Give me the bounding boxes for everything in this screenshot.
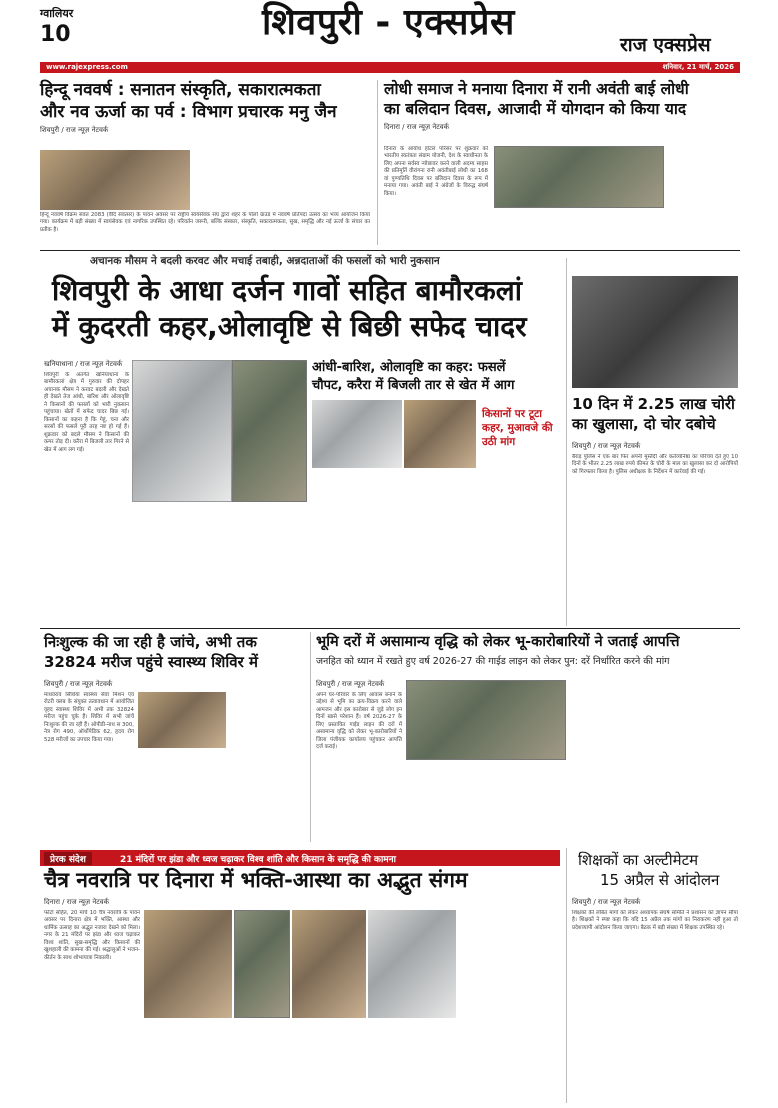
edition-city: ग्वालियर bbox=[40, 7, 74, 20]
land-byline: शिवपुरी / राज न्यूज़ नेटवर्क bbox=[316, 680, 385, 688]
story-lodhi-samaj bbox=[384, 80, 740, 245]
main-body-col3 bbox=[312, 472, 480, 622]
navratri-kicker: 21 मंदिरों पर झंडा और ध्वज चढ़ाकर विश्व शांति और किसान के समृद्धि की कामना bbox=[120, 855, 397, 865]
inset-line2: कहर, मुआवजे की bbox=[482, 422, 553, 434]
crop-photo bbox=[404, 400, 476, 468]
health-body: माधवराव सिंधिया स्वास्थ्य सेवा मिशन एवं रोटरी क्लब के संयुक्त तत्वावधान में आयोजित वृहद स्वास्थ्य शिविर में अभी तक 32824 मरीज पहुंच चुके हैं। शिविर में सभी जांचें निःशुल्क की जा रही हैं। ओपीडी-नाथ स 300, नेत्र रोग 490, ऑर्थोपेडिक 62, हृदय रोग 528 मरीजों का उपचार किया गया। bbox=[44, 692, 134, 743]
teachers-headline-line2: 15 अप्रैल से आंदोलन bbox=[600, 871, 720, 889]
temple-photo-2 bbox=[234, 910, 290, 1018]
masthead bbox=[0, 0, 778, 62]
land-body-col3 bbox=[572, 680, 738, 842]
masthead-bar bbox=[40, 62, 740, 73]
health-headline-line2: 32824 मरीज पहुंचे स्वास्थ्य शिविर में bbox=[44, 653, 258, 671]
main-body-col2 bbox=[132, 506, 307, 622]
story1-byline: शिवपुरी / राज न्यूज़ नेटवर्क bbox=[40, 126, 109, 135]
story1-body: हिन्दू नववर्ष विक्रम संवत 2083 (वैदि संवत्सर) के पावन अवसर पर राष्ट्रीय स्वयंसेवक संघ द्वारा शहर के पोलो ग्राउंड में नववर्ष प्रतिपदा उत्सव का भव्य आयोजन किया गया। कार्यक्रम में बड़ी संख्या में स्वयंसेवक एवं नागरिक उपस्थित रहे। परिवर्तन जरूरी, बल्कि संस्कार, संस्कृति, सकारात्मकता, सुख, समृद्धि और नई ऊर्जा के संचार का प्रतीक है। bbox=[40, 212, 370, 233]
field-photo bbox=[232, 360, 307, 502]
inset-line1: किसानों पर टूटा bbox=[482, 408, 543, 420]
page-number: 10 bbox=[40, 22, 71, 47]
health-byline: शिवपुरी / राज न्यूज़ नेटवर्क bbox=[44, 680, 113, 688]
main-headline-line2: में कुदरती कहर,ओलावृष्टि से बिछी सफेद चादर bbox=[52, 310, 527, 343]
navratri-tag: प्रेरक संदेश bbox=[44, 852, 92, 865]
teachers-byline: शिवपुरी / राज न्यूज़ नेटवर्क bbox=[572, 898, 641, 906]
main-byline: खनियाधाना / राज न्यूज़ नेटवर्क bbox=[44, 360, 123, 368]
inset-line3: उठी मांग bbox=[482, 436, 516, 448]
temple-photo-3 bbox=[292, 910, 366, 1018]
hail-closeup-photo bbox=[312, 400, 402, 468]
police-photo bbox=[572, 276, 738, 388]
land-subhead: जनहित को ध्यान में रखते हुए वर्ष 2026-27 की गाईड लाइन को लेकर पुन: दरें निर्धारित करने की मांग bbox=[316, 656, 670, 667]
land-headline: भूमि दरों में असामान्य वृद्धि को लेकर भू-कारोबारियों ने जताई आपत्ति bbox=[316, 634, 680, 650]
hail-photo bbox=[132, 360, 232, 502]
website-link[interactable]: www.rajexpress.com bbox=[46, 63, 128, 71]
story2-headline-line2: का बलिदान दिवस, आजादी में योगदान को किया याद bbox=[384, 100, 687, 119]
paper-title: शिवपुरी - एक्सप्रेस bbox=[262, 2, 515, 43]
main-body-col4 bbox=[482, 452, 562, 622]
health-headline-line1: निःशुल्क की जा रही है जांचे, अभी तक bbox=[44, 633, 257, 651]
story2-headline-line1: लोधी समाज ने मनाया दिनारा में रानी अवंती बाई लोधी bbox=[384, 80, 689, 98]
navratri-body-col2 bbox=[144, 1022, 456, 1100]
story1-photo bbox=[40, 150, 190, 210]
navratri-body-col3 bbox=[460, 910, 560, 1100]
teachers-headline-line1: शिक्षकों का अल्टीमेटम bbox=[578, 851, 699, 869]
theft-byline: शिवपुरी / राज न्यूज़ नेटवर्क bbox=[572, 442, 641, 450]
main-kicker: अचानक मौसम ने बदली करवट और मचाई तबाही, अन्नदाताओं की फसलों को भारी नुकसान bbox=[90, 255, 440, 267]
theft-headline-line1: 10 दिन में 2.25 लाख चोरी bbox=[572, 395, 735, 413]
main-headline-line1: शिवपुरी के आधा दर्जन गावों सहित बामौरकलां bbox=[52, 274, 523, 307]
teachers-body: शिक्षकों की लंबित मांगों को लेकर अध्यापक संघर्ष समिति ने प्रशासन को ज्ञापन सौंपा है। शिक्षकों ने स्पष्ट कहा कि यदि 15 अप्रैल तक मांगों का निराकरण नहीं हुआ तो प्रदेशव्यापी आंदोलन किया जाएगा। बैठक में बड़ी संख्या में शिक्षक उपस्थित रहे। bbox=[572, 910, 738, 931]
navratri-headline: चैत्र नवरात्रि पर दिनारा में भक्ति-आस्था का अद्भुत संगम bbox=[44, 868, 468, 892]
main-subhead-line2: चौपट, करैरा में बिजली तार से खेत में आग bbox=[312, 378, 515, 393]
navratri-byline: दिनारा / राज न्यूज़ नेटवर्क bbox=[44, 898, 110, 906]
temple-photo-1 bbox=[144, 910, 232, 1018]
story2-byline: दिनारा / राज न्यूज़ नेटवर्क bbox=[384, 122, 450, 131]
main-subhead-line1: आंधी-बारिश, ओलावृष्टि का कहर: फसलें bbox=[312, 360, 506, 375]
temple-photo-4 bbox=[368, 910, 456, 1018]
health-body-col2 bbox=[138, 752, 238, 842]
story2-body: दिनारा के आयोध होटल परिसर पर शुक्रवार को भारतीय स्वतंत्रता संग्राम योजनी, देश के स्वाधीनता के लिए अपना सर्वस्व न्योछावर करने वाली अदम्य साहस की प्रतिमूर्ति वीरांगना रानी अवंतीबाई लोधी का 168 वां पुण्यतिथि दिवस पर बलिदान दिवस के रूप में मनाया गया। अवंती बाई ने अंग्रेजों के विरुद्ध संघर्ष किया। bbox=[384, 146, 488, 197]
land-body: अपने घर-परिवार के लिए आवास बनाने के उद्देश्य से भूमि का क्रय-विक्रय करने वाले आमजन और इस कारोबार से जुड़े लोग इन दिनों खासे परेशान हैं। वर्ष 2026-27 के लिए प्रस्तावित गाईड लाइन की दरों में असामान्य वृद्धि को लेकर भू-कारोबारियों ने जिला पंजीयक कार्यालय पहुंचकर आपत्ति दर्ज कराई। bbox=[316, 692, 402, 751]
health-photo bbox=[138, 692, 226, 748]
story-hindu-new-year bbox=[40, 80, 370, 245]
land-photo bbox=[406, 680, 566, 760]
health-body-col3 bbox=[240, 692, 305, 842]
theft-body: बैराड़ पुलिस ने एक बार फिर अपनी मुस्तैदी और कर्तव्यनिष्ठा का परिचय देते हुए 10 दिनों के भीतर 2.25 लाख रुपये कीमत के चोरी के माल का खुलासा कर दो आरोपियों को गिरफ्तार किया है। पुलिस अधीक्षक के निर्देशन में कार्रवाई की गई। bbox=[572, 454, 738, 475]
story2-body-cont bbox=[672, 146, 740, 244]
story1-headline-line2: और नव ऊर्जा का पर्व : विभाग प्रचारक मनु जैन bbox=[40, 102, 337, 123]
main-body: शिवपुरी के अंतर्गत खनियाधाना के बामौरकलां क्षेत्र में गुरुवार की दोपहर अचानक मौसम ने करवट बदली और देखते ही देखते तेज आंधी, बारिश और ओलावृष्टि ने किसानों की फसलों को भारी नुकसान पहुंचाया। खेतों में सफेद चादर बिछ गई। किसानों का कहना है कि गेहूं, चना और सरसों की फसलें पूरी तरह नष्ट हो गई हैं। शुक्रवार को बदले मौसम ने किसानों की कमर तोड़ दी। करैरा में बिजली तार गिरने से खेत में आग लग गई। bbox=[44, 372, 129, 453]
issue-date: शनिवार, 21 मार्च, 2026 bbox=[662, 63, 734, 71]
story2-photo bbox=[494, 146, 664, 208]
navratri-banner bbox=[40, 850, 560, 866]
brand-name: राज एक्सप्रेस bbox=[620, 34, 711, 56]
theft-headline-line2: का खुलासा, दो चोर दबोचे bbox=[572, 415, 716, 433]
land-body-col2 bbox=[406, 764, 566, 842]
navratri-body: फोटो सहित, 20 मार्च 10 चैत्र नवरात्रि के पावन अवसर पर दिनारा क्षेत्र में भक्ति, आस्था और धार्मिक उत्साह का अद्भुत नजारा देखने को मिला। नगर के 21 मंदिरों पर झंडा और ध्वज चढ़ाकर विश्व शांति, सुख-समृद्धि और किसानों की खुशहाली की कामना की गई। श्रद्धालुओं ने भजन-कीर्तन के साथ शोभायात्रा निकाली। bbox=[44, 910, 140, 961]
story1-headline-line1: हिन्दू नववर्ष : सनातन संस्कृति, सकारात्मकता bbox=[40, 80, 321, 100]
